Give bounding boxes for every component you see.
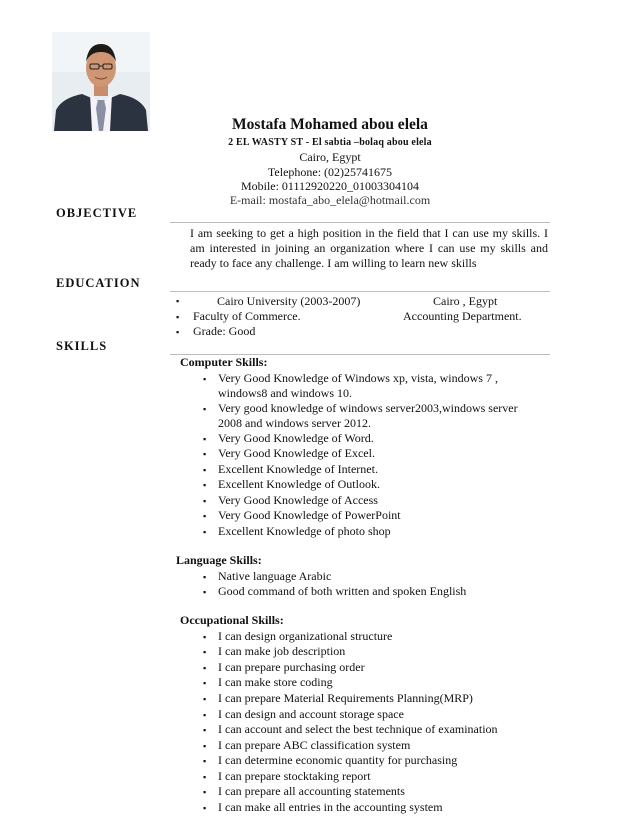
occupational-skill: I can prepare all accounting statements bbox=[218, 784, 405, 798]
bullet: ▪ bbox=[203, 647, 207, 657]
objective-text: I am seeking to get a high position in the field that I can use my skills. I am interested in joining an organization where I can use my skills and ready to face any challenge. I am willing to learn new skills bbox=[190, 226, 548, 271]
email: E-mail: mostafa_abo_elela@hotmail.com bbox=[229, 193, 431, 207]
occupational-skill: I can prepare ABC classification system bbox=[218, 738, 411, 752]
objective-divider bbox=[170, 222, 550, 223]
bullet: ▪ bbox=[176, 296, 180, 306]
education-divider bbox=[170, 291, 550, 292]
bullet: ▪ bbox=[203, 678, 207, 688]
computer-skill: Excellent Knowledge of photo shop bbox=[218, 524, 391, 538]
computer-skill-continued: 2008 and windows server 2012. bbox=[218, 416, 371, 430]
education-faculty: Faculty of Commerce. bbox=[193, 309, 301, 323]
bullet: ▪ bbox=[203, 449, 207, 459]
mobile: Mobile: 01112920220_01003304104 bbox=[240, 179, 420, 193]
bullet: ▪ bbox=[203, 480, 207, 490]
bullet: ▪ bbox=[203, 465, 207, 475]
computer-skill: Very good knowledge of windows server2003,windows server bbox=[218, 401, 518, 415]
language-skill: Good command of both written and spoken English bbox=[218, 584, 467, 598]
bullet: ▪ bbox=[203, 511, 207, 521]
profile-photo bbox=[52, 32, 150, 131]
computer-skills-heading: Computer Skills: bbox=[180, 355, 268, 369]
occupational-skill: I can make all entries in the accounting system bbox=[218, 800, 443, 814]
bullet: ▪ bbox=[176, 312, 180, 322]
computer-skill: Excellent Knowledge of Internet. bbox=[218, 462, 378, 476]
education-department: Accounting Department. bbox=[403, 309, 522, 323]
bullet: ▪ bbox=[203, 741, 207, 751]
bullet: ▪ bbox=[203, 772, 207, 782]
bullet: ▪ bbox=[203, 710, 207, 720]
education-location: Cairo , Egypt bbox=[433, 294, 498, 308]
occupational-skill: I can account and select the best technique of examination bbox=[218, 722, 498, 736]
objective-heading: OBJECTIVE bbox=[56, 206, 138, 220]
education-heading: EDUCATION bbox=[56, 276, 141, 290]
bullet: ▪ bbox=[176, 327, 180, 337]
occupational-skills-heading: Occupational Skills: bbox=[180, 613, 284, 627]
bullet: ▪ bbox=[203, 632, 207, 642]
education-university: Cairo University (2003-2007) bbox=[217, 294, 361, 308]
city: Cairo, Egypt bbox=[299, 150, 361, 164]
occupational-skill: I can make store coding bbox=[218, 675, 333, 689]
computer-skill: Excellent Knowledge of Outlook. bbox=[218, 477, 380, 491]
telephone: Telephone: (02)25741675 bbox=[267, 165, 393, 179]
occupational-skill: I can prepare Material Requirements Planning(MRP) bbox=[218, 691, 473, 705]
bullet: ▪ bbox=[203, 374, 207, 384]
computer-skill: Very Good Knowledge of PowerPoint bbox=[218, 508, 401, 522]
bullet: ▪ bbox=[203, 587, 207, 597]
language-skills-heading: Language Skills: bbox=[176, 553, 262, 567]
bullet: ▪ bbox=[203, 496, 207, 506]
skills-heading: SKILLS bbox=[56, 339, 108, 353]
bullet: ▪ bbox=[203, 694, 207, 704]
bullet: ▪ bbox=[203, 803, 207, 813]
computer-skill-continued: windows8 and windows 10. bbox=[218, 386, 352, 400]
bullet: ▪ bbox=[203, 787, 207, 797]
education-grade: Grade: Good bbox=[193, 324, 256, 338]
language-skill: Native language Arabic bbox=[218, 569, 332, 583]
bullet: ▪ bbox=[203, 527, 207, 537]
occupational-skill: I can prepare purchasing order bbox=[218, 660, 365, 674]
applicant-name: Mostafa Mohamed abou elela bbox=[232, 116, 428, 133]
bullet: ▪ bbox=[203, 663, 207, 673]
occupational-skill: I can design and account storage space bbox=[218, 707, 404, 721]
occupational-skill: I can design organizational structure bbox=[218, 629, 393, 643]
computer-skill: Very Good Knowledge of Windows xp, vista, windows 7 , bbox=[218, 371, 498, 385]
computer-skill: Very Good Knowledge of Word. bbox=[218, 431, 374, 445]
bullet: ▪ bbox=[203, 434, 207, 444]
computer-skill: Very Good Knowledge of Excel. bbox=[218, 446, 375, 460]
bullet: ▪ bbox=[203, 572, 207, 582]
occupational-skill: I can prepare stocktaking report bbox=[218, 769, 371, 783]
address: 2 EL WASTY ST - El sabtia –bolaq abou elela bbox=[228, 137, 432, 148]
bullet: ▪ bbox=[203, 404, 207, 414]
bullet: ▪ bbox=[203, 756, 207, 766]
occupational-skill: I can determine economic quantity for purchasing bbox=[218, 753, 458, 767]
occupational-skill: I can make job description bbox=[218, 644, 346, 658]
bullet: ▪ bbox=[203, 725, 207, 735]
computer-skill: Very Good Knowledge of Access bbox=[218, 493, 378, 507]
